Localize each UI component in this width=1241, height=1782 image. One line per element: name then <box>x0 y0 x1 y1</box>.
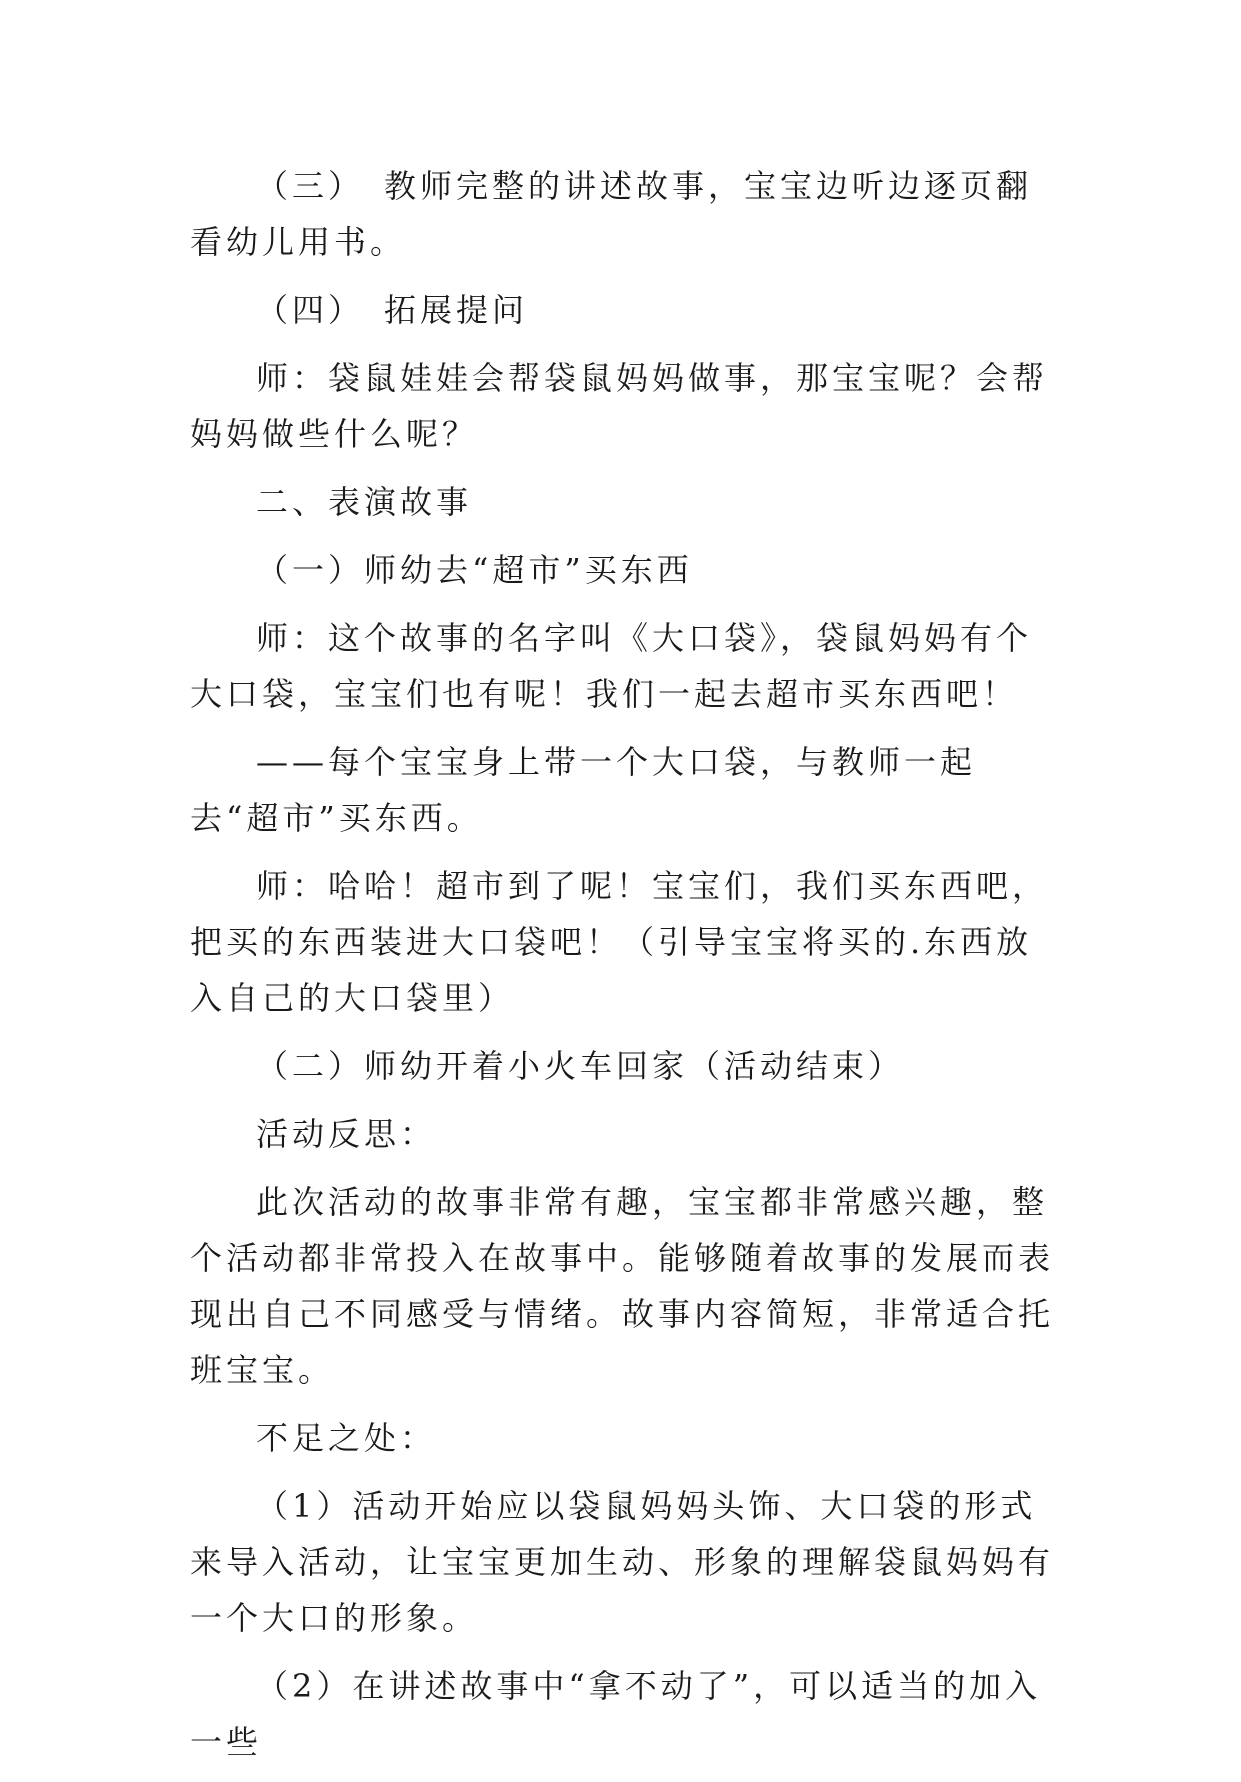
paragraph-supermarket-step: （一）师幼去“超市”买东西 <box>256 551 693 589</box>
paragraph-reflection-body: 此次活动的故事非常有趣，宝宝都非常感兴趣，整个活动都非常投入在故事中。能够随着故事的发展而表现出自己不同感受与情绪。故事内容简短，非常适合托班宝宝。 <box>190 1183 1055 1389</box>
paragraph-step-four: （四） 拓展提问 <box>256 291 529 329</box>
paragraph-arrive-supermarket: 师：哈哈！超市到了呢！宝宝们，我们买东西吧，把买的东西装进大口袋吧！（引导宝宝将买的.东西放入自己的大口袋里） <box>190 867 1049 1017</box>
section-heading-perform-story: 二、表演故事 <box>256 483 473 521</box>
paragraph-train-home: （二）师幼开着小火车回家（活动结束） <box>256 1047 905 1085</box>
document-body <box>190 158 1056 1782</box>
paragraph-step-three: （三） 教师完整的讲述故事，宝宝边听边逐页翻看幼儿用书。 <box>190 167 1033 261</box>
paragraph-bag-activity: ——每个宝宝身上带一个大口袋，与教师一起去“超市”买东西。 <box>190 743 977 837</box>
heading-shortcomings: 不足之处： <box>256 1419 437 1457</box>
paragraph-teacher-question: 师：袋鼠娃娃会帮袋鼠妈妈做事，那宝宝呢？会帮妈妈做些什么呢？ <box>190 359 1049 453</box>
paragraph-shortcoming-one: （1）活动开始应以袋鼠妈妈头饰、大口袋的形式来导入活动，让宝宝更加生动、形象的理解袋鼠妈妈有一个大口的形象。 <box>190 1487 1055 1637</box>
paragraph-story-name: 师：这个故事的名字叫《大口袋》，袋鼠妈妈有个大口袋，宝宝们也有呢！我们一起去超市买东西吧！ <box>190 619 1033 713</box>
paragraph-shortcoming-two: （2）在讲述故事中“拿不动了”，可以适当的加入一些 <box>190 1667 1042 1761</box>
heading-activity-reflection: 活动反思： <box>256 1115 437 1153</box>
